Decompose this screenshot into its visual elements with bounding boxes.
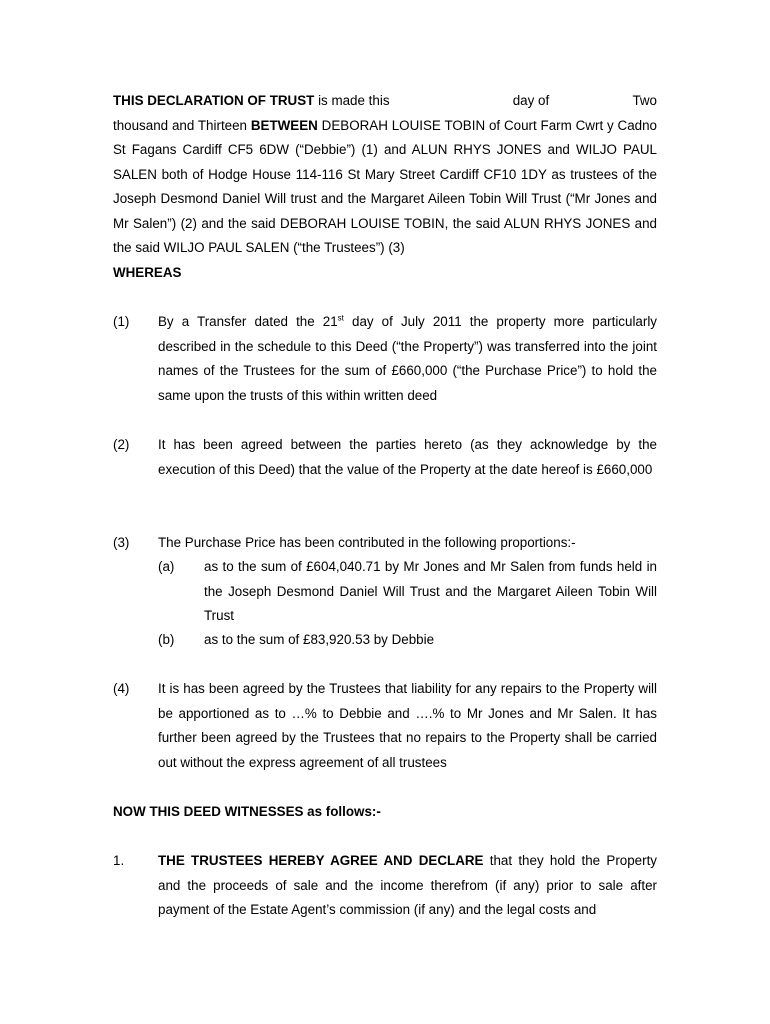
- recital-2-text: It has been agreed between the parties hereto (as they acknowledge by the execution of this Deed) that the value of the Property at the date hereof is £660,000: [158, 437, 657, 477]
- recital-4-text: It is has been agreed by the Trustees that liability for any repairs to the Property will be apportioned as to …% to Debbie and ….% to Mr Jones and Mr Salen. It has further been agreed by the Trustees that no repairs to the Property shall be carried out without the express agreement of all trustees: [158, 681, 657, 770]
- recital-1-text: By a Transfer dated the 21st day of July 2011 the property more particularly described in the schedule to this Deed (“the Property”) was transferred into the joint names of the Trustees for the sum of £660,000 (“the Purchase Price”) to hold the same upon the trusts of this within written deed: [158, 313, 657, 403]
- recital-number: (4): [113, 681, 130, 696]
- day-of-text: day of: [512, 93, 550, 108]
- recital-3-text: The Purchase Price has been contributed in the following proportions:-: [158, 535, 576, 550]
- between-keyword: BETWEEN: [250, 117, 318, 133]
- intro-continuation: thousand and Thirteen BETWEEN DEBORAH LOUISE TOBIN of Court Farm Cwrt y Cadno St Fagans Cardiff CF5 6DW (“Debbie”) (1) and ALUN RHYS JONES and WILJO PAUL SALEN both of Hodge House 114-116 St Mary Street Cardiff CF10 1DY as trustees of the Joseph Desmond Daniel Will trust and the Margaret Aileen Tobin Will Trust (“Mr Jones and Mr Salen”) (2) and the said DEBORAH LOUISE TOBIN, the said ALUN RHYS JONES and the said WILJO PAUL SALEN (“the Trustees”) (3): [113, 117, 657, 255]
- sub-item-number: (b): [158, 632, 175, 647]
- sub-item-number: (a): [158, 559, 175, 574]
- clause-1-heading: THE TRUSTEES HEREBY AGREE AND DECLARE: [158, 853, 484, 868]
- intro-paragraph: [113, 89, 657, 261]
- recital-number: (1): [113, 314, 130, 329]
- sub-item-a-text: as to the sum of £604,040.71 by Mr Jones and Mr Salen from funds held in the Joseph Desmond Daniel Will Trust and the Margaret Aileen Tobin Will Trust: [204, 559, 657, 623]
- recital-number: (3): [113, 535, 130, 550]
- clause-number: 1.: [113, 853, 125, 868]
- recital-number: (2): [113, 437, 130, 452]
- whereas-heading: WHEREAS: [113, 265, 182, 280]
- made-this-text: is made this: [314, 93, 390, 108]
- sub-item-b-text: as to the sum of £83,920.53 by Debbie: [204, 632, 435, 647]
- declaration-title: THIS DECLARATION OF TRUST: [113, 93, 315, 108]
- clause-1-text: THE TRUSTEES HEREBY AGREE AND DECLARE that they hold the Property and the proceeds of sale and the income therefrom (if any) prior to sale after payment of the Estate Agent’s commission (if any) and the legal costs and: [158, 853, 657, 917]
- two-text: Two: [632, 93, 657, 108]
- witnesses-heading: NOW THIS DEED WITNESSES as follows:-: [113, 804, 381, 819]
- intro-first-line: [113, 89, 657, 114]
